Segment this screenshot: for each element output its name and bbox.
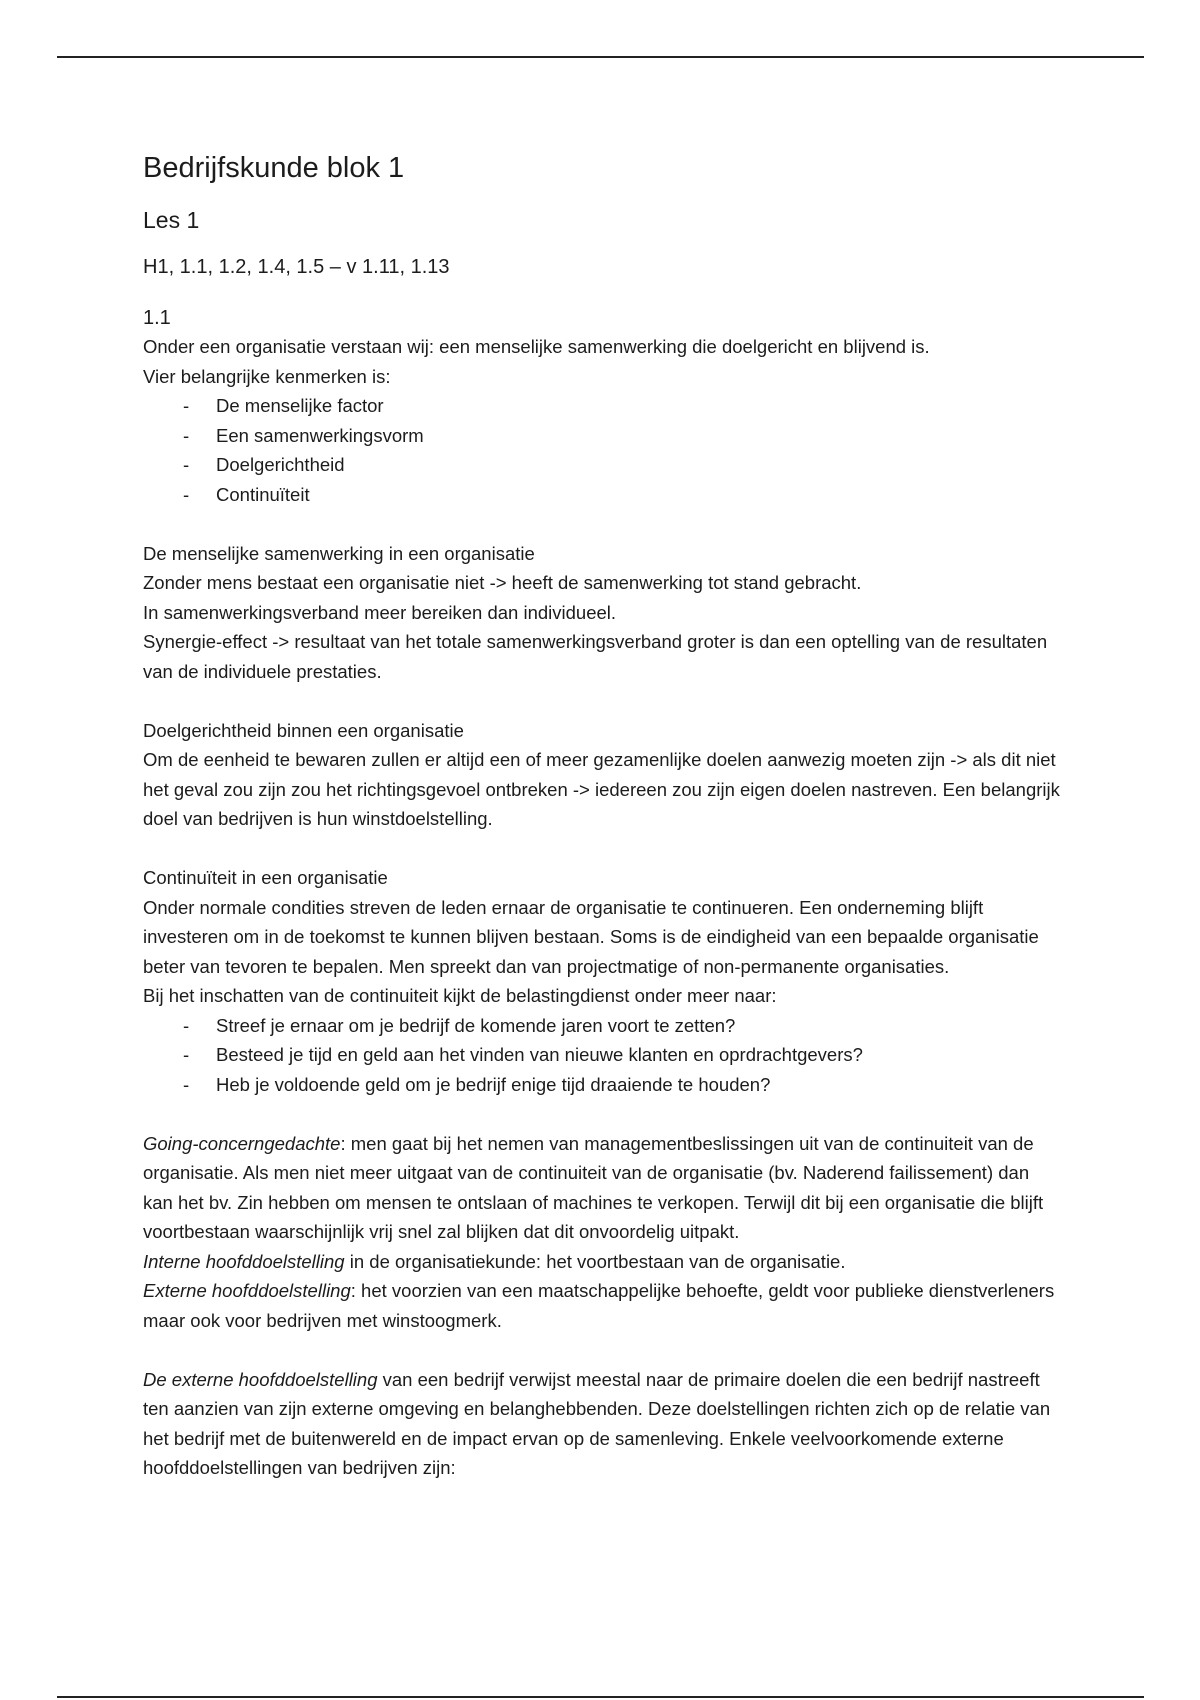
- section-heading-human: De menselijke samenwerking in een organisatie: [143, 542, 535, 564]
- paragraph: Zonder mens bestaat een organisatie niet -> heeft de samenwerking tot stand gebracht.: [143, 572, 862, 593]
- document-title: Bedrijfskunde blok 1: [143, 152, 405, 184]
- paragraph: Synergie-effect -> resultaat van het totale samenwerkingsverband groter is dan een optelling van de resultaten van de individuele prestaties.: [143, 631, 1048, 682]
- paragraph: Om de eenheid te bewaren zullen er altijd een of meer gezamenlijke doelen aanwezig moeten zijn -> als dit niet het geval zou zijn zou het richtingsgevoel ontbreken -> iedereen zou zijn eigen doelen nastreven. Een belangrijk doel van bedrijven is hun winstdoelstelling.: [143, 749, 1060, 829]
- list-item: - De menselijke factor: [143, 391, 1063, 421]
- section-heading-goal: Doelgerichtheid binnen een organisatie: [143, 719, 464, 741]
- list-item: - Besteed je tijd en geld aan het vinden van nieuwe klanten en oprdrachtgevers?: [143, 1040, 1063, 1070]
- going-concern-paragraph: Going-concerngedachte: men gaat bij het nemen van managementbeslissingen uit van de continuiteit van de organisatie. Als men niet meer uitgaat van de continuiteit van de organisatie (bv. Naderend failissement) dan kan het bv. Zin hebben om mensen te ontslaan of machines te verkopen. Terwijl dit bij een organisatie die blijft voortbestaan waarschijnlijk vrij snel zal blijken dat dit onvoordelig uitpakt.: [143, 1132, 1044, 1242]
- chapter-list: H1, 1.1, 1.2, 1.4, 1.5 – v 1.11, 1.13: [143, 256, 450, 278]
- list-item: - Heb je voldoende geld om je bedrijf enige tijd draaiende te houden?: [143, 1070, 1063, 1100]
- lesson-heading: Les 1: [143, 207, 200, 233]
- characteristics-list: [143, 391, 1063, 509]
- header-rule: [57, 56, 1144, 58]
- internal-goal-paragraph: Interne hoofddoelstelling in de organisatiekunde: het voortbestaan van de organisatie.: [143, 1250, 846, 1272]
- list-item: - Continuïteit: [143, 480, 1063, 510]
- footer-rule: [57, 1696, 1144, 1698]
- list-item: - Doelgerichtheid: [143, 450, 1063, 480]
- intro-list-label: Vier belangrijke kenmerken is:: [143, 365, 391, 387]
- document-page: [143, 140, 1063, 1483]
- paragraph: Onder normale condities streven de leden ernaar de organisatie te continueren. Een onderneming blijft investeren om in de toekomst te kunnen blijven bestaan. Soms is de eindigheid van een bepaalde organisatie beter van tevoren te bepalen. Men spreekt dan van projectmatige of non-permanente organisaties.: [143, 896, 1039, 977]
- internal-goal-term: Interne hoofddoelstelling: [143, 1250, 345, 1272]
- paragraph: In samenwerkingsverband meer bereiken dan individueel.: [143, 601, 617, 623]
- intro-definition: Onder een organisatie verstaan wij: een menselijke samenwerking die doelgericht en blijvend is.: [143, 336, 930, 357]
- external-goal-term: Externe hoofddoelstelling: [143, 1280, 351, 1301]
- section-heading-continuity: Continuïteit in een organisatie: [143, 867, 388, 888]
- paragraph: Bij het inschatten van de continuiteit kijkt de belastingdienst onder meer naar:: [143, 985, 777, 1006]
- continuity-criteria-list: [143, 1011, 1063, 1100]
- list-item: - Een samenwerkingsvorm: [143, 421, 1063, 451]
- list-item: - Streef je ernaar om je bedrijf de komende jaren voort te zetten?: [143, 1011, 1063, 1041]
- external-main-goal-term: De externe hoofddoelstelling: [143, 1368, 378, 1390]
- external-goal-paragraph: Externe hoofddoelstelling: het voorzien van een maatschappelijke behoefte, geldt voor publieke dienstverleners maar ook voor bedrijven met winstoogmerk.: [143, 1280, 1055, 1331]
- section-number: 1.1: [143, 307, 171, 329]
- external-main-goal-paragraph: De externe hoofddoelstelling van een bedrijf verwijst meestal naar de primaire doelen die een bedrijf nastreeft ten aanzien van zijn externe omgeving en belanghebbenden. Deze doelstellingen richten zich op de relatie van het bedrijf met de buitenwereld en de impact ervan op de samenleving. Enkele veelvoorkomende externe hoofddoelstellingen van bedrijven zijn:: [143, 1368, 1051, 1478]
- going-concern-term: Going-concerngedachte: [143, 1132, 341, 1154]
